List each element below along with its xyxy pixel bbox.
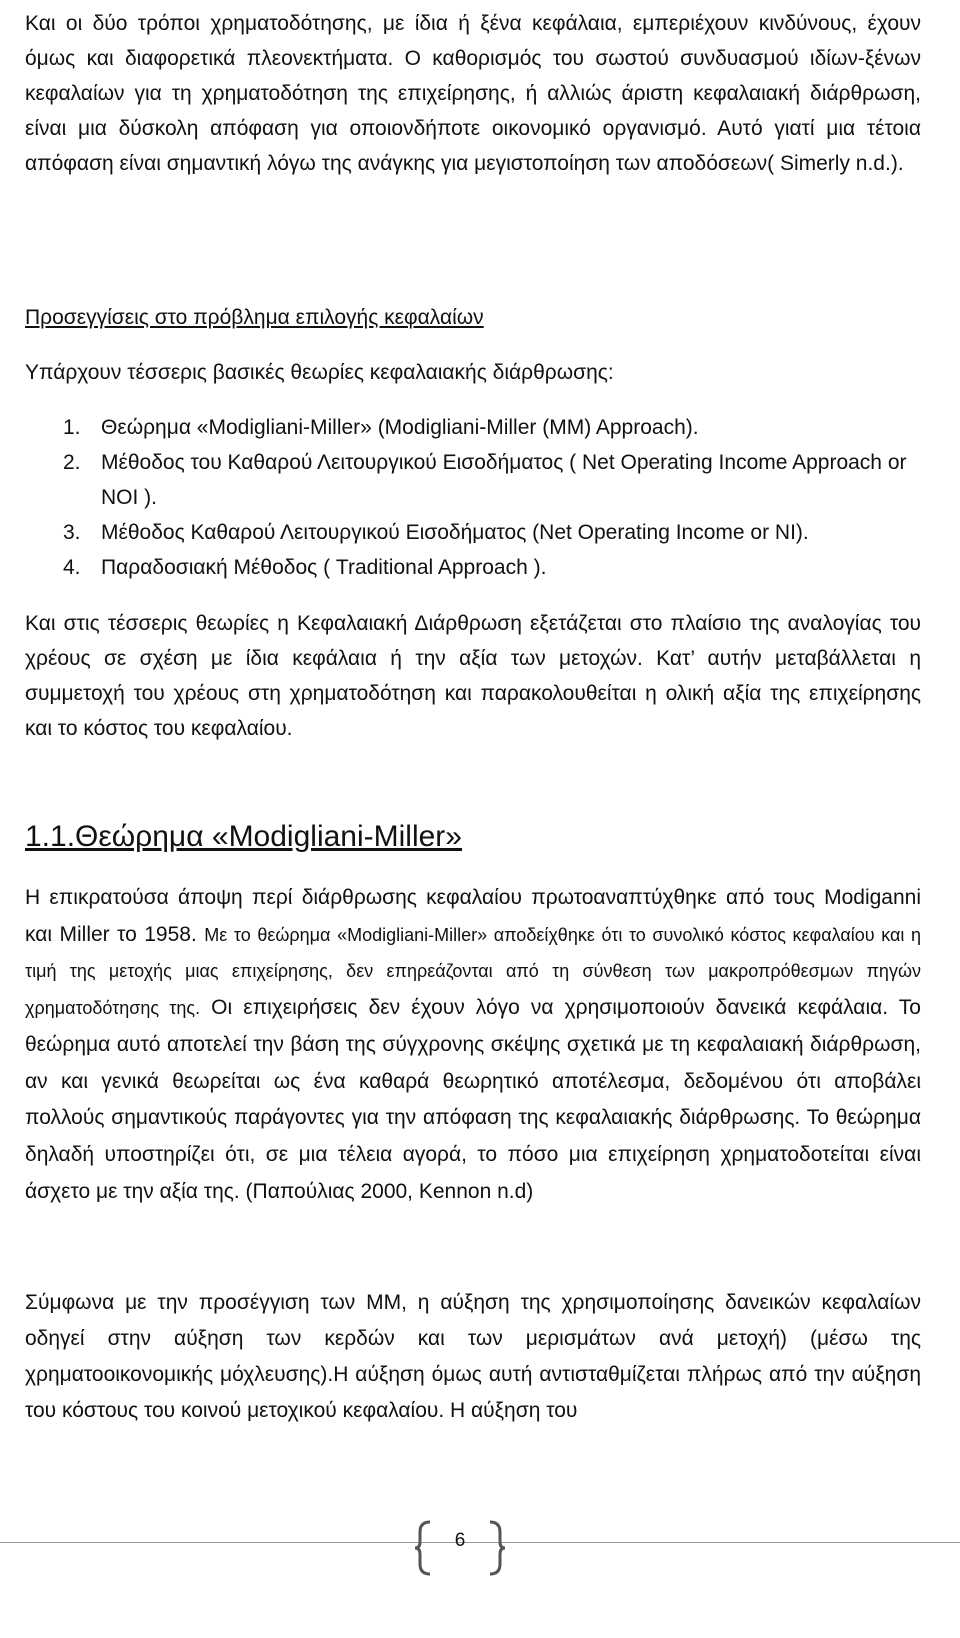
paragraph-mm-approach: Σύμφωνα με την προσέγγιση των ΜΜ, η αύξηση της χρησιμοποίησης δανεικών κεφαλαίων οδηγεί στην αύξηση των κερδών και των μερισμάτων ανά μετοχή) (μέσω της χρηματοοικονομικής μόχλευσης).Η αύξηση όμως αυτή αντισταθμίζεται πλήρως από την αύξηση του κόστους του κοινού μετοχικού κεφαλαίου. Η αύξηση του — [25, 1291, 921, 1422]
page-number: 6 — [454, 1530, 466, 1551]
list-item-number: 4. — [63, 556, 81, 579]
list-item-number: 1. — [63, 416, 81, 439]
left-brace-icon — [414, 1520, 434, 1576]
list-item-text: Παραδοσιακή Μέθοδος ( Traditional Approach ). — [101, 556, 547, 579]
list-item — [25, 445, 921, 515]
list-item-text: Θεώρημα «Modigliani-Miller» (Modigliani-Miller (MM) Approach). — [101, 416, 699, 439]
paragraph-mm-proof: Με το θεώρημα «Modigliani-Miller» αποδείχθηκε ότι το συνολικό κόστος κεφαλαίου και η τιμή της μετοχής μιας επιχείρησης, δεν επηρεάζονται από τη σύνθεση των μακροπρόθεσμων πηγών χρηματοδότησης της. — [25, 924, 922, 1019]
list-item — [25, 410, 921, 445]
paragraph-financing-risks: Και οι δύο τρόποι χρηματοδότησης, με ίδια ή ξένα κεφάλαια, εμπεριέχουν κινδύνους, έχουν όμως και διαφορετικά πλεονεκτήματα. Ο καθορισμός του σωστού συνδυασμού ιδίων-ξένων κεφαλαίων για τη χρηματοδότηση της επιχείρησης, ή αλλιώς άριστη κεφαλαιακή διάρθρωση, είναι μια δύσκολη απόφαση για οποιονδήποτε οικονομικό οργανισμό. Αυτό γιατί μια τέτοια απόφαση είναι σημαντική λόγω της ανάγκης για μεγιστοποίηση των αποδόσεων( Simerly n.d.). — [25, 12, 921, 175]
footer-rule — [0, 1542, 960, 1543]
section-heading-mm-theorem: 1.1.Θεώρημα «Modigliani-Miller» — [25, 820, 462, 853]
subheading-approaches: Προσεγγίσεις στο πρόβλημα επιλογής κεφαλαίων — [25, 306, 484, 329]
theories-list — [25, 410, 921, 585]
paragraph-four-theories: Και στις τέσσερις θεωρίες η Κεφαλαιακή Διάρθρωση εξετάζεται στο πλαίσιο της αναλογίας του χρέους σε σχέση με ίδια κεφάλαια ή την αξία των μετοχών. Κατ’ αυτήν μεταβάλλεται η συμμετοχή του χρέους στη χρηματοδότηση και παρακολουθείται η ολική αξία της επιχείρησης και το κόστος του κεφαλαίου. — [25, 612, 921, 740]
paragraph-mm-theorem — [25, 880, 921, 1210]
list-item-number: 3. — [63, 521, 81, 544]
list-item-text: Μέθοδος του Καθαρού Λειτουργικού Εισοδήματος ( Net Operating Income Approach or NOI ). — [101, 451, 907, 509]
page-footer — [0, 1520, 960, 1638]
list-item-number: 2. — [63, 451, 81, 474]
right-brace-icon — [486, 1520, 506, 1576]
list-item-text: Μέθοδος Καθαρού Λειτουργικού Εισοδήματος (Net Operating Income or NI). — [101, 521, 809, 544]
paragraph-mm-implications: Οι επιχειρήσεις δεν έχουν λόγο να χρησιμοποιούν δανεικά κεφάλαια. Το θεώρημα αυτό αποτελεί την βάση της σύγχρονης σκέψης σχετικά με τη κεφαλαιακή διάρθρωση, αν και γενικά θεωρείται ως ένα καθαρά θεωρητικό αποτέλεσμα, δεδομένου ότι αποβάλει πολλούς σημαντικούς παράγοντες για την απόφαση της κεφαλαιακής διάρθρωσης. Το θεώρημα δηλαδή υποστηρίζει ότι, σε μια τέλεια αγορά, το πόσο μια επιχείρηση χρηματοδοτείται είναι άσχετο με την αξία της. (Παπούλιας 2000, Kennon n.d) — [25, 996, 921, 1203]
paragraph-mm-origin: Η επικρατούσα άποψη περί διάρθρωσης κεφαλαίου πρωτοαναπτύχθηκε από τους Modiganni και Miller το 1958. — [25, 886, 921, 946]
list-item — [25, 515, 921, 550]
list-item — [25, 550, 921, 585]
intro-four-theories: Υπάρχουν τέσσερις βασικές θεωρίες κεφαλαιακής διάρθρωσης: — [25, 361, 614, 384]
